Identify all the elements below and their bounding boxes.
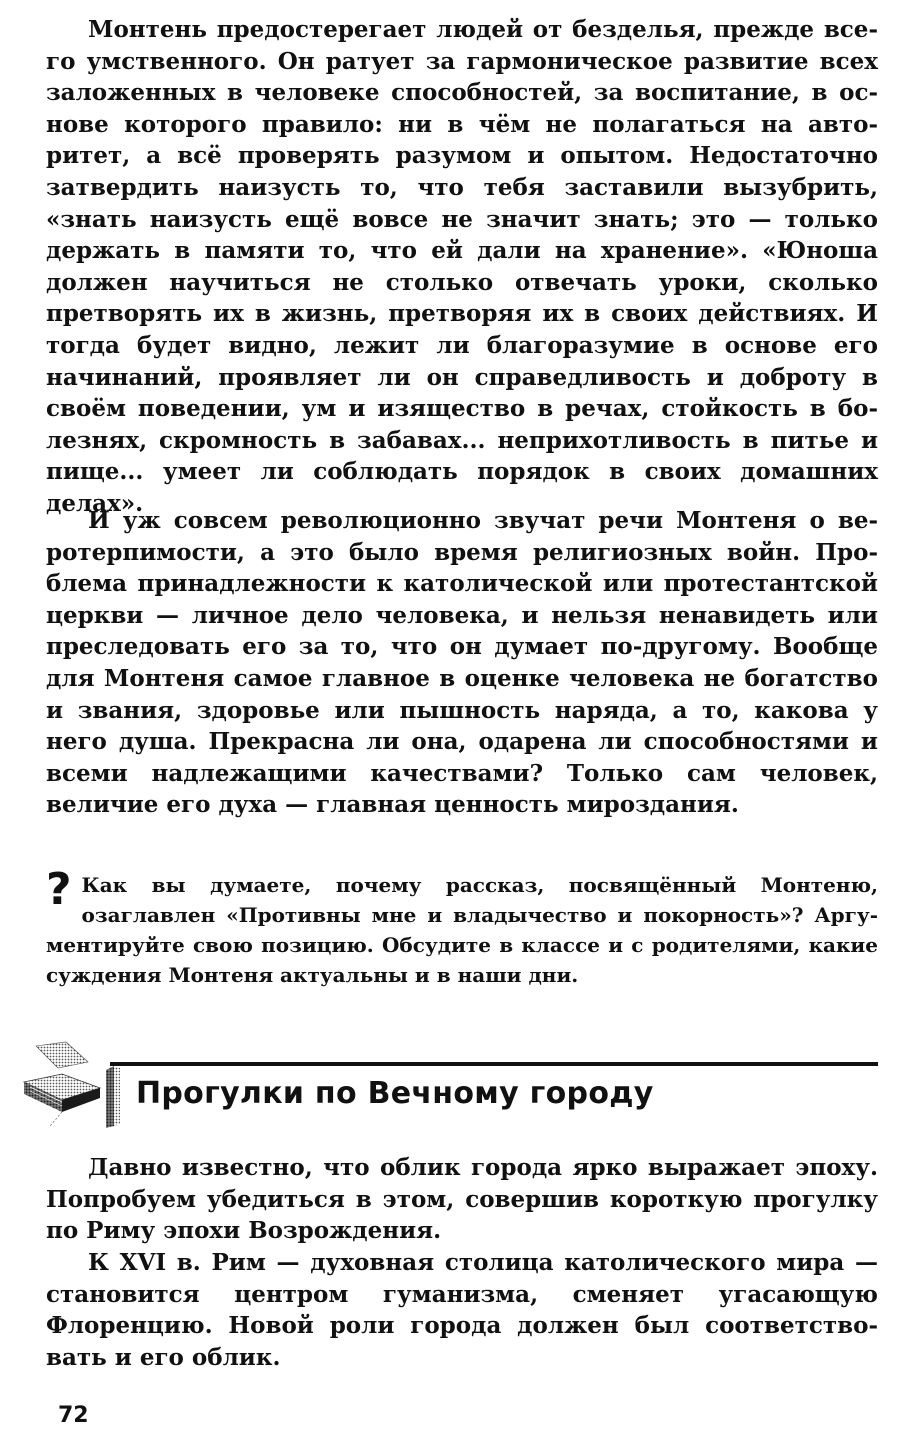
book-icon: [22, 1040, 132, 1130]
question-mark-icon: ?: [46, 864, 72, 915]
page-number: 72: [58, 1403, 89, 1428]
heading-rule: [110, 1062, 878, 1066]
paragraph-montaigne-education: Монтень предостерегает людей от безделья, прежде всего умственного. Он ратует за гармоническое развитие всех заложенных в человеке способностей, за воспитание, в основе которого правило: ни в чём не полагаться на авторитет, а всё проверять разумом и опытом. Недостаточно затвердить наизусть то, что тебя заставили вызубрить, «знать наизусть ещё вовсе не значит знать; это — только держать в памяти то, что ей дали на хранение». «Юноша должен научиться не столько отвечать уроки, сколько претворять их в жизнь, претворяя их в своих действиях. И тогда будет видно, лежит ли благоразумие в основе его начинаний, проявляет ли он справедливость и доброту в своём поведении, ум и изящество в речах, стойкость в болезнях, скромность в забавах... неприхотливость в питье и пище... умеет ли соблюдать порядок в своих домашних делах».: [46, 16, 878, 517]
question-block: [46, 864, 878, 990]
paragraph-rome-sixteenth-century: К XVI в. Рим — духовная столица католического мира — становится центром гуманизма, сменяет угасающую Флоренцию. Новой роли города должен был соответствовать и его облик.: [46, 1249, 878, 1371]
paragraph-rome-intro: Давно известно, что облик города ярко выражает эпоху. Попробуем убедиться в этом, совершив короткую прогулку по Риму эпохи Возрождения.: [46, 1154, 878, 1245]
section-title: Прогулки по Вечному городу: [136, 1076, 654, 1111]
paragraph-montaigne-tolerance: И уж совсем революционно звучат речи Монтеня о веротерпимости, а это было время религиозных войн. Проблема принадлежности к католической или протестантской церкви — личное дело человека, и нельзя ненавидеть или преследовать его за то, что он думает по-другому. Вообще для Монтеня самое главное в оценке человека не богатство и звания, здоровье или пышность наряда, а то, какова у него душа. Прекрасна ли она, одарена ли способностями и всеми надлежащими качествами? Только сам человек, величие его духа — главная ценность мироздания.: [46, 507, 878, 819]
question-text: Как вы думаете, почему рассказ, посвящённый Монтеню, озаглавлен «Противны мне и владычество и покорность»? Аргументируйте свою позицию. Обсудите в классе и с родителями, какие суждения Монтеня актуальны и в наши дни.: [46, 873, 878, 987]
